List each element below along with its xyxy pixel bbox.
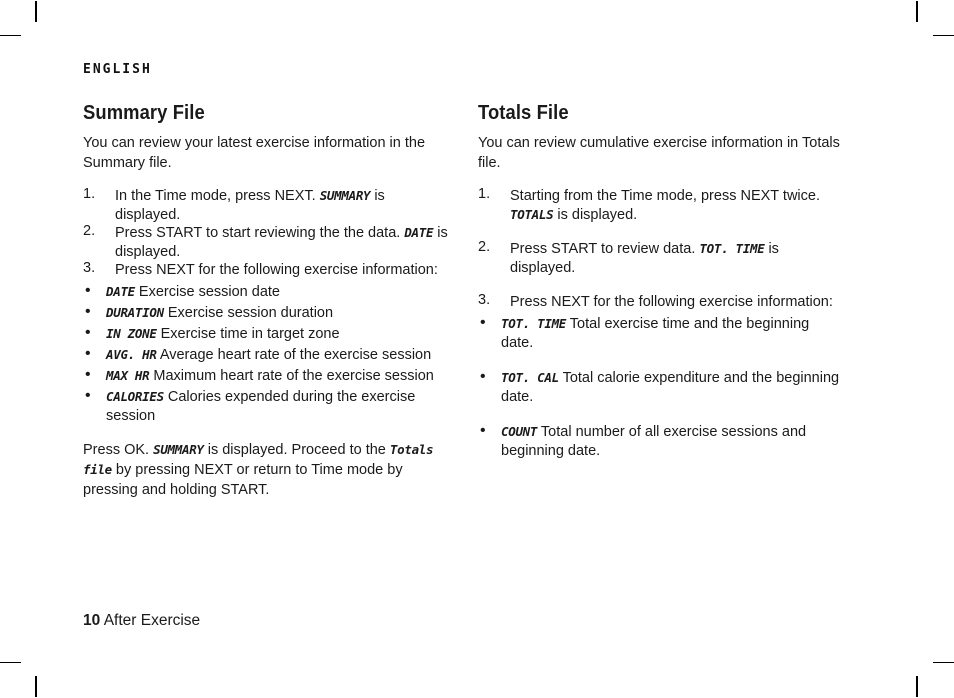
crop-mark: [35, 1, 37, 22]
step-number: 3.: [83, 260, 96, 276]
closing-text: Press OK.: [83, 441, 154, 458]
step-text: Press START to review data.: [510, 241, 700, 257]
bullet-text: Exercise session date: [134, 283, 280, 300]
bullet-text: Average heart rate of the exercise session: [156, 346, 432, 363]
display-text: TOT. TIME: [699, 241, 765, 256]
bullet-text: Maximum heart rate of the exercise session: [149, 367, 434, 384]
bullet-item: [83, 324, 448, 344]
bullet-text: Exercise session duration: [163, 304, 334, 321]
display-text: COUNT: [501, 423, 538, 439]
step-number: 3.: [478, 292, 491, 308]
bullet-text: Exercise time in target zone: [156, 325, 340, 342]
crop-mark: [933, 662, 954, 663]
bullet-item: [478, 314, 843, 353]
bullet-text: Total number of all exercise sessions and beginning date.: [501, 423, 807, 459]
section-title: Summary File: [83, 102, 205, 124]
bullet-icon: •: [85, 365, 91, 383]
step-number: 1.: [83, 186, 96, 202]
bullet-item: [83, 366, 448, 386]
step-number: 1.: [478, 186, 491, 202]
crop-mark: [0, 35, 21, 36]
bullet-icon: •: [85, 344, 91, 362]
display-text: TOT. TIME: [501, 315, 567, 331]
step-item: [478, 293, 843, 312]
totals-file-section: [478, 102, 843, 476]
display-text: CALORIES: [106, 388, 164, 404]
step-text: Press NEXT for the following exercise information:: [510, 294, 833, 310]
display-text: IN ZONE: [106, 325, 157, 341]
section-title: Totals File: [478, 102, 569, 124]
step-number: 2.: [478, 239, 491, 255]
step-item: [478, 187, 843, 224]
step-item: [83, 224, 448, 261]
crop-mark: [916, 676, 918, 697]
page-footer: [83, 612, 200, 630]
step-item: [83, 261, 448, 280]
step-text: is displayed.: [553, 206, 638, 223]
display-text: DURATION: [106, 304, 164, 320]
closing-paragraph: [83, 440, 448, 500]
step-text: Press NEXT for the following exercise information:: [115, 262, 438, 278]
display-text: MAX HR: [106, 367, 150, 383]
bullet-item: [83, 345, 448, 365]
step-item: [83, 187, 448, 224]
closing-text: is displayed. Proceed to the: [203, 441, 390, 458]
step-number: 2.: [83, 223, 96, 239]
display-text: TOTALS: [510, 206, 554, 222]
display-text: AVG. HR: [106, 346, 157, 362]
steps-list: [83, 187, 448, 280]
step-text: Starting from the Time mode, press NEXT twice.: [510, 188, 820, 204]
crop-mark: [35, 676, 37, 697]
crop-mark: [933, 35, 954, 36]
bullet-item: [83, 387, 448, 426]
summary-file-section: [83, 102, 448, 500]
bullet-icon: •: [85, 302, 91, 320]
crop-mark: [916, 1, 918, 22]
footer-section-label: After Exercise: [100, 612, 201, 629]
bullet-icon: •: [85, 281, 91, 299]
step-text: Press START to start reviewing the the data.: [115, 225, 405, 241]
bullet-text: Total calorie expenditure and the beginning date.: [501, 369, 840, 405]
section-intro: You can review cumulative exercise information in Totals file.: [478, 135, 840, 171]
display-text: SUMMARY: [153, 441, 204, 457]
bullet-list: [83, 282, 448, 426]
closing-text: by pressing NEXT or return to Time mode by pressing and holding START.: [83, 461, 403, 498]
display-text: TOT. CAL: [501, 369, 559, 385]
section-intro: You can review your latest exercise information in the Summary file.: [83, 135, 426, 171]
display-text: Totals file: [83, 441, 434, 477]
bullet-icon: •: [85, 386, 91, 404]
bullet-icon: •: [85, 323, 91, 341]
bullet-item: [83, 303, 448, 323]
display-text: DATE: [404, 225, 434, 240]
bullet-icon: •: [480, 313, 486, 331]
bullet-item: [478, 368, 843, 407]
steps-list: [478, 187, 843, 312]
step-item: [478, 240, 843, 277]
crop-mark: [0, 662, 21, 663]
bullet-item: [83, 282, 448, 302]
step-text: is displayed.: [510, 241, 779, 276]
bullet-text: Calories expended during the exercise session: [106, 388, 416, 424]
bullet-icon: •: [480, 421, 486, 439]
bullet-list: [478, 314, 843, 461]
page-number: 10: [83, 612, 101, 629]
step-text: is displayed.: [115, 188, 385, 223]
display-text: DATE: [106, 283, 135, 299]
step-text: is displayed.: [115, 225, 448, 260]
step-text: In the Time mode, press NEXT.: [115, 188, 320, 204]
bullet-text: Total exercise time and the beginning date.: [501, 315, 810, 351]
bullet-icon: •: [480, 367, 486, 385]
language-label: ENGLISH: [83, 62, 152, 77]
bullet-item: [478, 422, 843, 461]
display-text: SUMMARY: [319, 188, 371, 203]
